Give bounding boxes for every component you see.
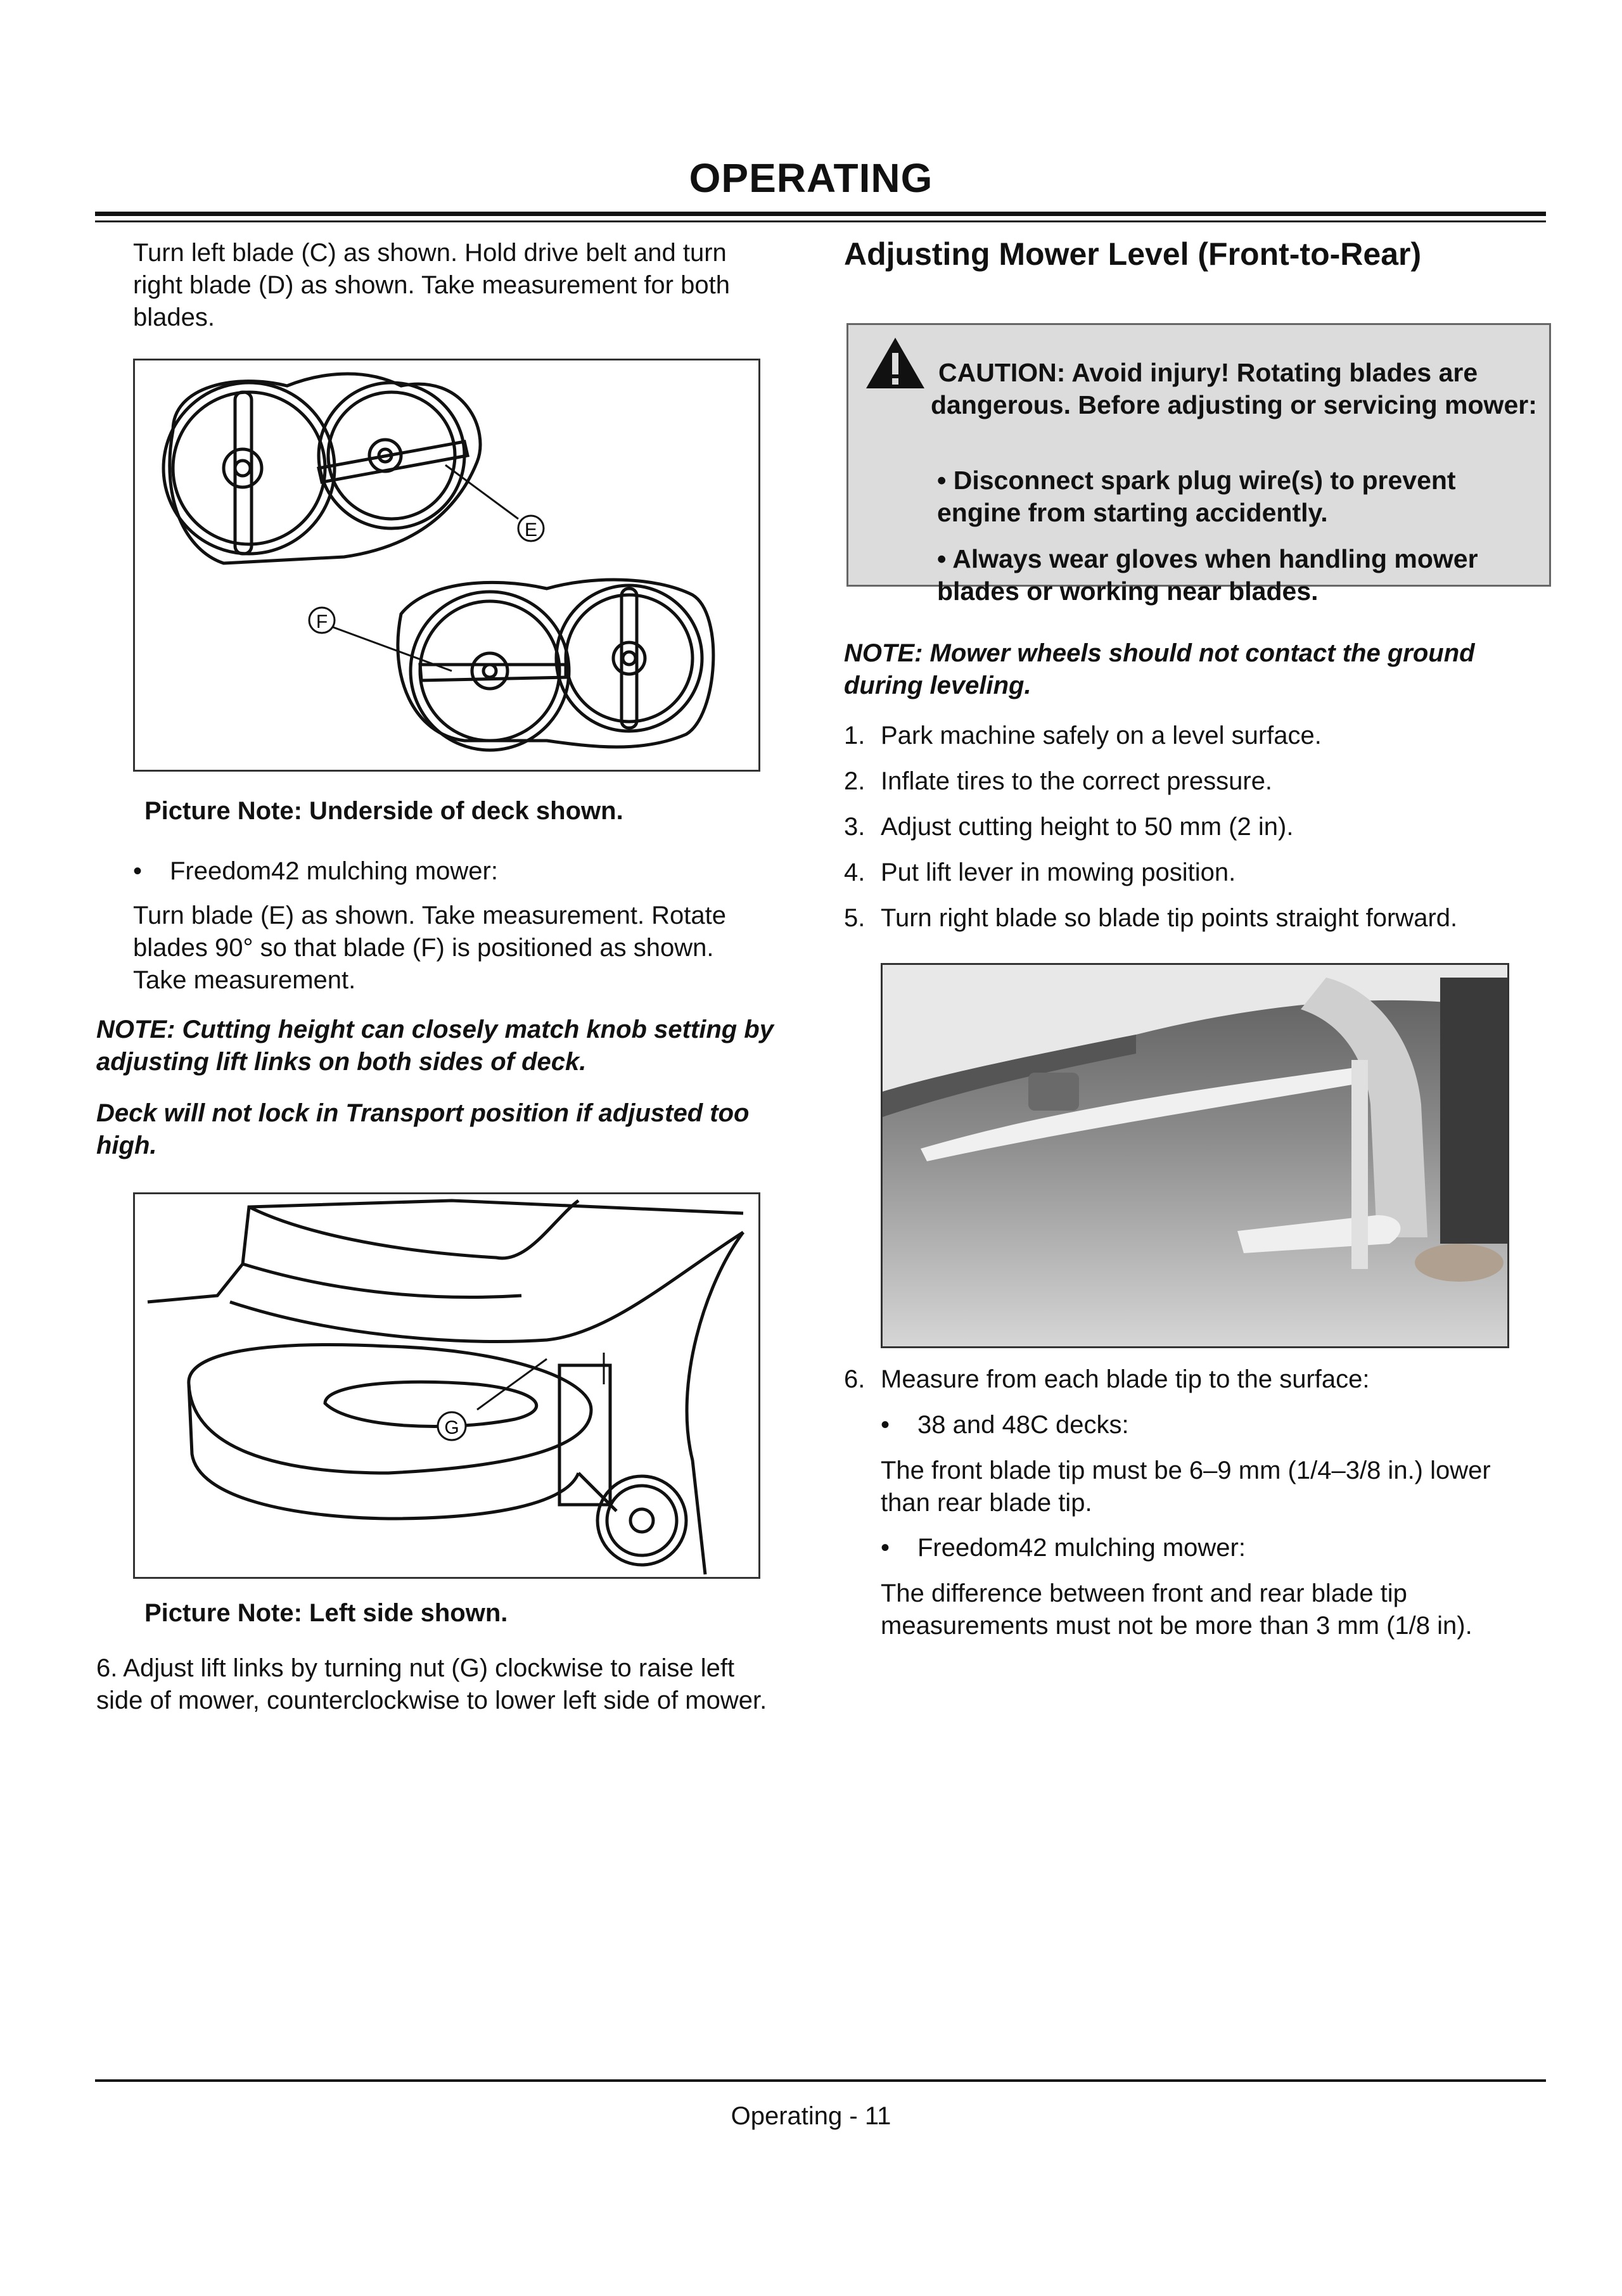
sub-text-freedom42: The difference between front and rear blade tip measurements must not be more than 3 mm (1/8 in).	[881, 1579, 1472, 1640]
page-title: OPERATING	[689, 155, 933, 201]
deck-underside-drawing	[135, 360, 758, 770]
section-heading: Adjusting Mower Level (Front-to-Rear)	[844, 236, 1422, 272]
sub-bullet-freedom42: Freedom42 mulching mower:	[917, 1534, 1246, 1562]
bullet-dot: •	[881, 1411, 890, 1439]
caution-box	[846, 323, 1551, 606]
label-g: G	[444, 1417, 459, 1438]
warning-triangle-icon	[864, 335, 927, 391]
bullet-dot: •	[133, 857, 143, 885]
label-f: F	[316, 611, 328, 632]
step-text: Adjust cutting height to 50 mm (2 in).	[881, 813, 1294, 841]
step-number: 5.	[844, 904, 865, 932]
step-text: Measure from each blade tip to the surface:	[881, 1365, 1370, 1393]
header-rule	[95, 212, 1546, 216]
caution-bullet-gloves: • Always wear gloves when handling mower blades or working near blades.	[937, 544, 1478, 606]
deck-underside-figure	[133, 359, 760, 772]
caution-bullet-spark-plug: • Disconnect spark plug wire(s) to prevent engine from starting accidently.	[937, 466, 1456, 527]
step-text: Turn right blade so blade tip points straight forward.	[881, 904, 1458, 932]
step-number: 4.	[844, 858, 865, 886]
picture-note-underside: Picture Note: Underside of deck shown.	[144, 797, 623, 825]
header-rule-thin	[95, 220, 1546, 222]
intro-paragraph: Turn left blade (C) as shown. Hold drive belt and turn right blade (D) as shown. Take measurement for both blades.	[133, 239, 730, 331]
deck-left-side-drawing	[135, 1194, 758, 1577]
step-text: Inflate tires to the correct pressure.	[881, 767, 1273, 795]
freedom42-instructions: Turn blade (E) as shown. Take measurement. Rotate blades 90° so that blade (F) is positioned as shown. Take measurement.	[133, 902, 727, 994]
blade-measurement-image	[883, 965, 1507, 1346]
caution-warning: CAUTION: Avoid injury! Rotating blades are dangerous. Before adjusting or servicing mower:	[931, 358, 1537, 419]
step-text: Put lift lever in mowing position.	[881, 858, 1236, 886]
step-number: 3.	[844, 813, 865, 841]
note-cutting-height: NOTE: Cutting height can closely match knob setting by adjusting lift links on both sides of deck.	[96, 1016, 774, 1076]
note-transport: Deck will not lock in Transport position if adjusted too high.	[96, 1099, 750, 1159]
step-number: 6.	[844, 1365, 865, 1393]
bullet-freedom42: Freedom42 mulching mower:	[170, 857, 498, 885]
step-6-lift-links: 6. Adjust lift links by turning nut (G) clockwise to raise left side of mower, counterclockwise to lower left side of mower.	[96, 1654, 767, 1714]
footer-rule	[95, 2079, 1546, 2082]
page-number: Operating - 11	[731, 2102, 891, 2130]
note-wheels: NOTE: Mower wheels should not contact the ground during leveling.	[844, 639, 1475, 699]
step-number: 2.	[844, 767, 865, 795]
sub-bullet-38-48c: 38 and 48C decks:	[917, 1411, 1129, 1439]
picture-note-left-side: Picture Note: Left side shown.	[144, 1599, 508, 1627]
sub-text-38-48c: The front blade tip must be 6–9 mm (1/4–3/8 in.) lower than rear blade tip.	[881, 1457, 1491, 1517]
label-e: E	[524, 520, 538, 540]
step-number: 1.	[844, 722, 865, 749]
bullet-dot: •	[881, 1534, 890, 1562]
deck-left-side-figure	[133, 1192, 760, 1579]
blade-measurement-photo	[881, 963, 1509, 1348]
step-text: Park machine safely on a level surface.	[881, 722, 1322, 749]
